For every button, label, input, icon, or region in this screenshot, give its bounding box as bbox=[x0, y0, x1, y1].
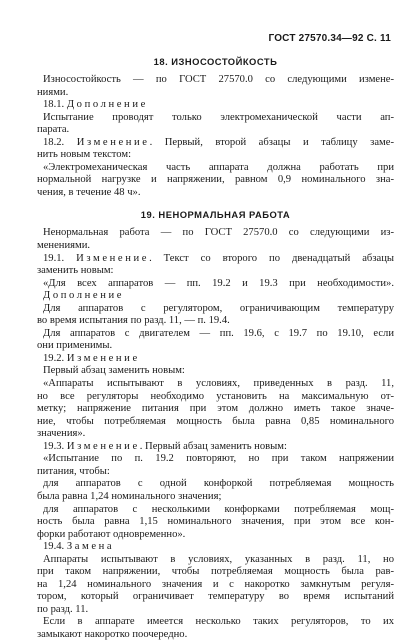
text-line: Износостойкость — по ГОСТ 27570.0 со следующими измене- bbox=[43, 74, 394, 85]
text-line: Если в аппарате имеется несколько таких регуляторов, то их bbox=[43, 616, 394, 628]
text-line: на 1,24 номинального значения и с накоротко замкнутым регуля- bbox=[37, 578, 394, 590]
text-line: «Электромеханическая часть аппарата должна работать при bbox=[43, 161, 394, 173]
spaced-keyword: Изменение bbox=[76, 136, 150, 148]
text-line: во время испытания по разд. 11, — п. 19.4. bbox=[37, 315, 230, 327]
text-line: нормальной нагрузке и напряжении, равном 0,9 номинального зна- bbox=[37, 174, 394, 186]
text-line: Испытание проводят только электромеханической части ап- bbox=[43, 111, 394, 123]
text-line: по разд. 11. bbox=[37, 603, 89, 615]
section-18-title: 18. ИЗНОСОСТОЙКОСТЬ bbox=[153, 56, 278, 67]
text-line: чения, в течение 48 ч». bbox=[37, 186, 141, 198]
text-line bbox=[37, 290, 394, 303]
text-line: питания, чтобы: bbox=[37, 465, 110, 477]
spaced-keyword: Замена bbox=[66, 541, 115, 553]
page-header: ГОСТ 27570.34—92 С. 11 bbox=[268, 33, 391, 44]
section-19-title: 19. НЕНОРМАЛЬНАЯ РАБОТА bbox=[140, 209, 291, 221]
text-line: ность была равна 1,15 номинального значения, при этом все кон- bbox=[37, 516, 394, 528]
text-line: 18.1. Дополнение bbox=[43, 99, 148, 111]
text-line: Аппараты испытывают в условиях, указанных в разд. 11, но bbox=[43, 553, 394, 565]
spaced-keyword: Изменение bbox=[66, 352, 140, 364]
spaced-keyword: Изменение bbox=[76, 252, 150, 264]
text-line: 19.2. Изменение bbox=[43, 352, 140, 364]
text-line: 19.1. Изменение. Текст со второго по двенадцатый абзацы bbox=[43, 252, 394, 264]
text-line: ние, чтобы потребляемая мощность была равна 0,85 номинального bbox=[37, 415, 394, 427]
text-line: парата. bbox=[37, 124, 70, 136]
text-line: 18.2. Изменение. Первый, второй абзацы и таблицу заме- bbox=[43, 136, 394, 148]
text-line: 19.3. Изменение. Первый абзац заменить новым: bbox=[43, 440, 287, 452]
text-line: метку; напряжение питания при этом должно иметь такое значе- bbox=[37, 403, 394, 415]
text-line: Для аппаратов с регулятором, ограничивающим температуру bbox=[43, 302, 394, 314]
text-line: для аппаратов с несколькими конфорками потребляемая мощ- bbox=[43, 503, 394, 515]
text-line: форки работают одновременно». bbox=[37, 528, 186, 540]
text-line: ниями. bbox=[37, 86, 69, 98]
spaced-keyword: Изменение bbox=[66, 440, 140, 452]
text-line: тором, который ограничивает температуру во время испытаний bbox=[37, 591, 394, 603]
spaced-keyword: Дополнение bbox=[66, 99, 148, 111]
text-line: нить новым текстом: bbox=[37, 149, 132, 161]
text-line: но все регуляторы необходимо установить на максимальную от- bbox=[37, 390, 394, 402]
document-body bbox=[37, 56, 394, 642]
text-line: менениями. bbox=[37, 240, 91, 252]
text-line: заменить новым: bbox=[37, 265, 114, 277]
text-line: значения». bbox=[37, 428, 86, 440]
text-line: Ненормальная работа — по ГОСТ 27570.0 со следующими из- bbox=[43, 227, 394, 239]
text-line: «Аппараты испытывают в условиях, приведенных в разд. 11, bbox=[43, 378, 394, 390]
text-line: при таком напряжении, чтобы потребляемая мощность была рав- bbox=[37, 566, 394, 578]
text-line: была равна 1,24 номинального значения; bbox=[37, 490, 222, 502]
text-line: Первый абзац заменить новым: bbox=[43, 365, 185, 377]
spaced-keyword: Дополнение bbox=[43, 290, 125, 302]
text-line: для аппаратов с одной конфоркой потребляемая мощность bbox=[43, 478, 394, 490]
text-line: они применимы. bbox=[37, 340, 113, 352]
text-line: Для аппаратов с двигателем — пп. 19.6, с 19.7 по 19.10, если bbox=[43, 327, 394, 339]
text-line: замыкают накоротко поочередно. bbox=[37, 628, 188, 640]
text-line: «Для всех аппаратов — пп. 19.2 и 19.3 при необходимости». bbox=[43, 277, 394, 289]
text-line: «Испытание по п. 19.2 повторяют, но при таком напряжении bbox=[43, 453, 394, 465]
text-line: 19.4. Замена bbox=[43, 541, 115, 553]
